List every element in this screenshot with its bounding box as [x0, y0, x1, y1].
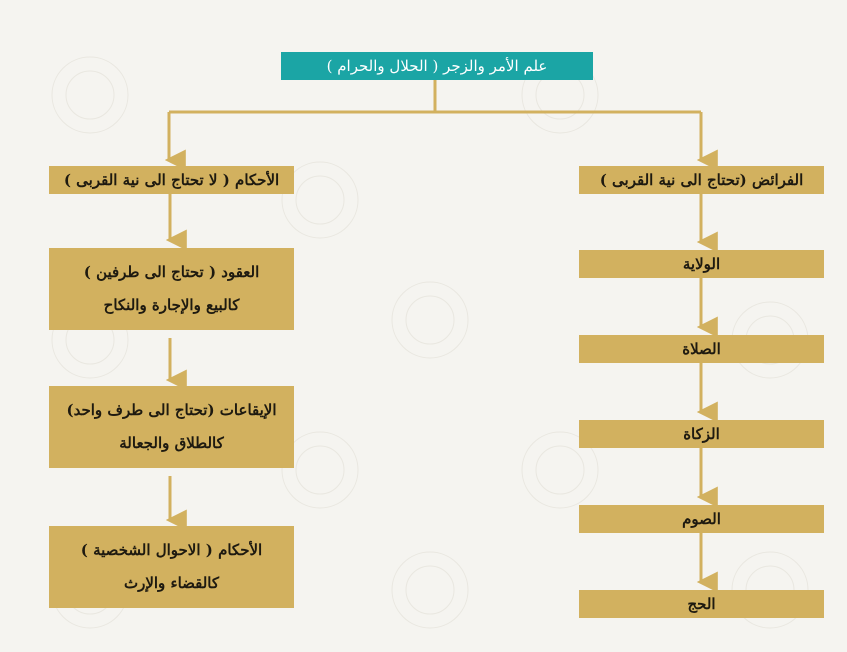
left-item-title: العقود ( تحتاج الى طرفين ) [83, 263, 260, 281]
left-item-example: كالبيع والإجارة والنكاح [103, 296, 240, 314]
right-item-label: الصوم [682, 510, 721, 528]
left-item-unilateral-acts [49, 386, 294, 468]
right-item-wilaya [579, 250, 824, 278]
right-item-label: الحج [687, 595, 716, 613]
right-item-zakat [579, 420, 824, 448]
right-item-fasting [579, 505, 824, 533]
root-node [281, 52, 593, 80]
left-item-title: الإيقاعات (تحتاج الى طرف واحد) [66, 401, 277, 419]
right-item-label: الزكاة [683, 425, 720, 443]
left-item-example: كالقضاء والإرث [123, 574, 220, 592]
left-branch-header [49, 166, 294, 194]
right-item-hajj [579, 590, 824, 618]
left-item-example: كالطلاق والجعالة [119, 434, 224, 452]
root-node-label: علم الأمر والزجر ( الحلال والحرام ) [326, 57, 548, 75]
right-item-prayer [579, 335, 824, 363]
right-branch-header [579, 166, 824, 194]
right-item-label: الصلاة [682, 340, 721, 358]
right-branch-header-label: الفرائض (تحتاج الى نية القربى ) [599, 171, 804, 189]
right-item-label: الولاية [682, 255, 721, 273]
left-branch-header-label: الأحكام ( لا تحتاج الى نية القربى ) [63, 171, 280, 189]
left-item-personal-status [49, 526, 294, 608]
left-item-contracts [49, 248, 294, 330]
left-item-title: الأحكام ( الاحوال الشخصية ) [80, 541, 263, 559]
